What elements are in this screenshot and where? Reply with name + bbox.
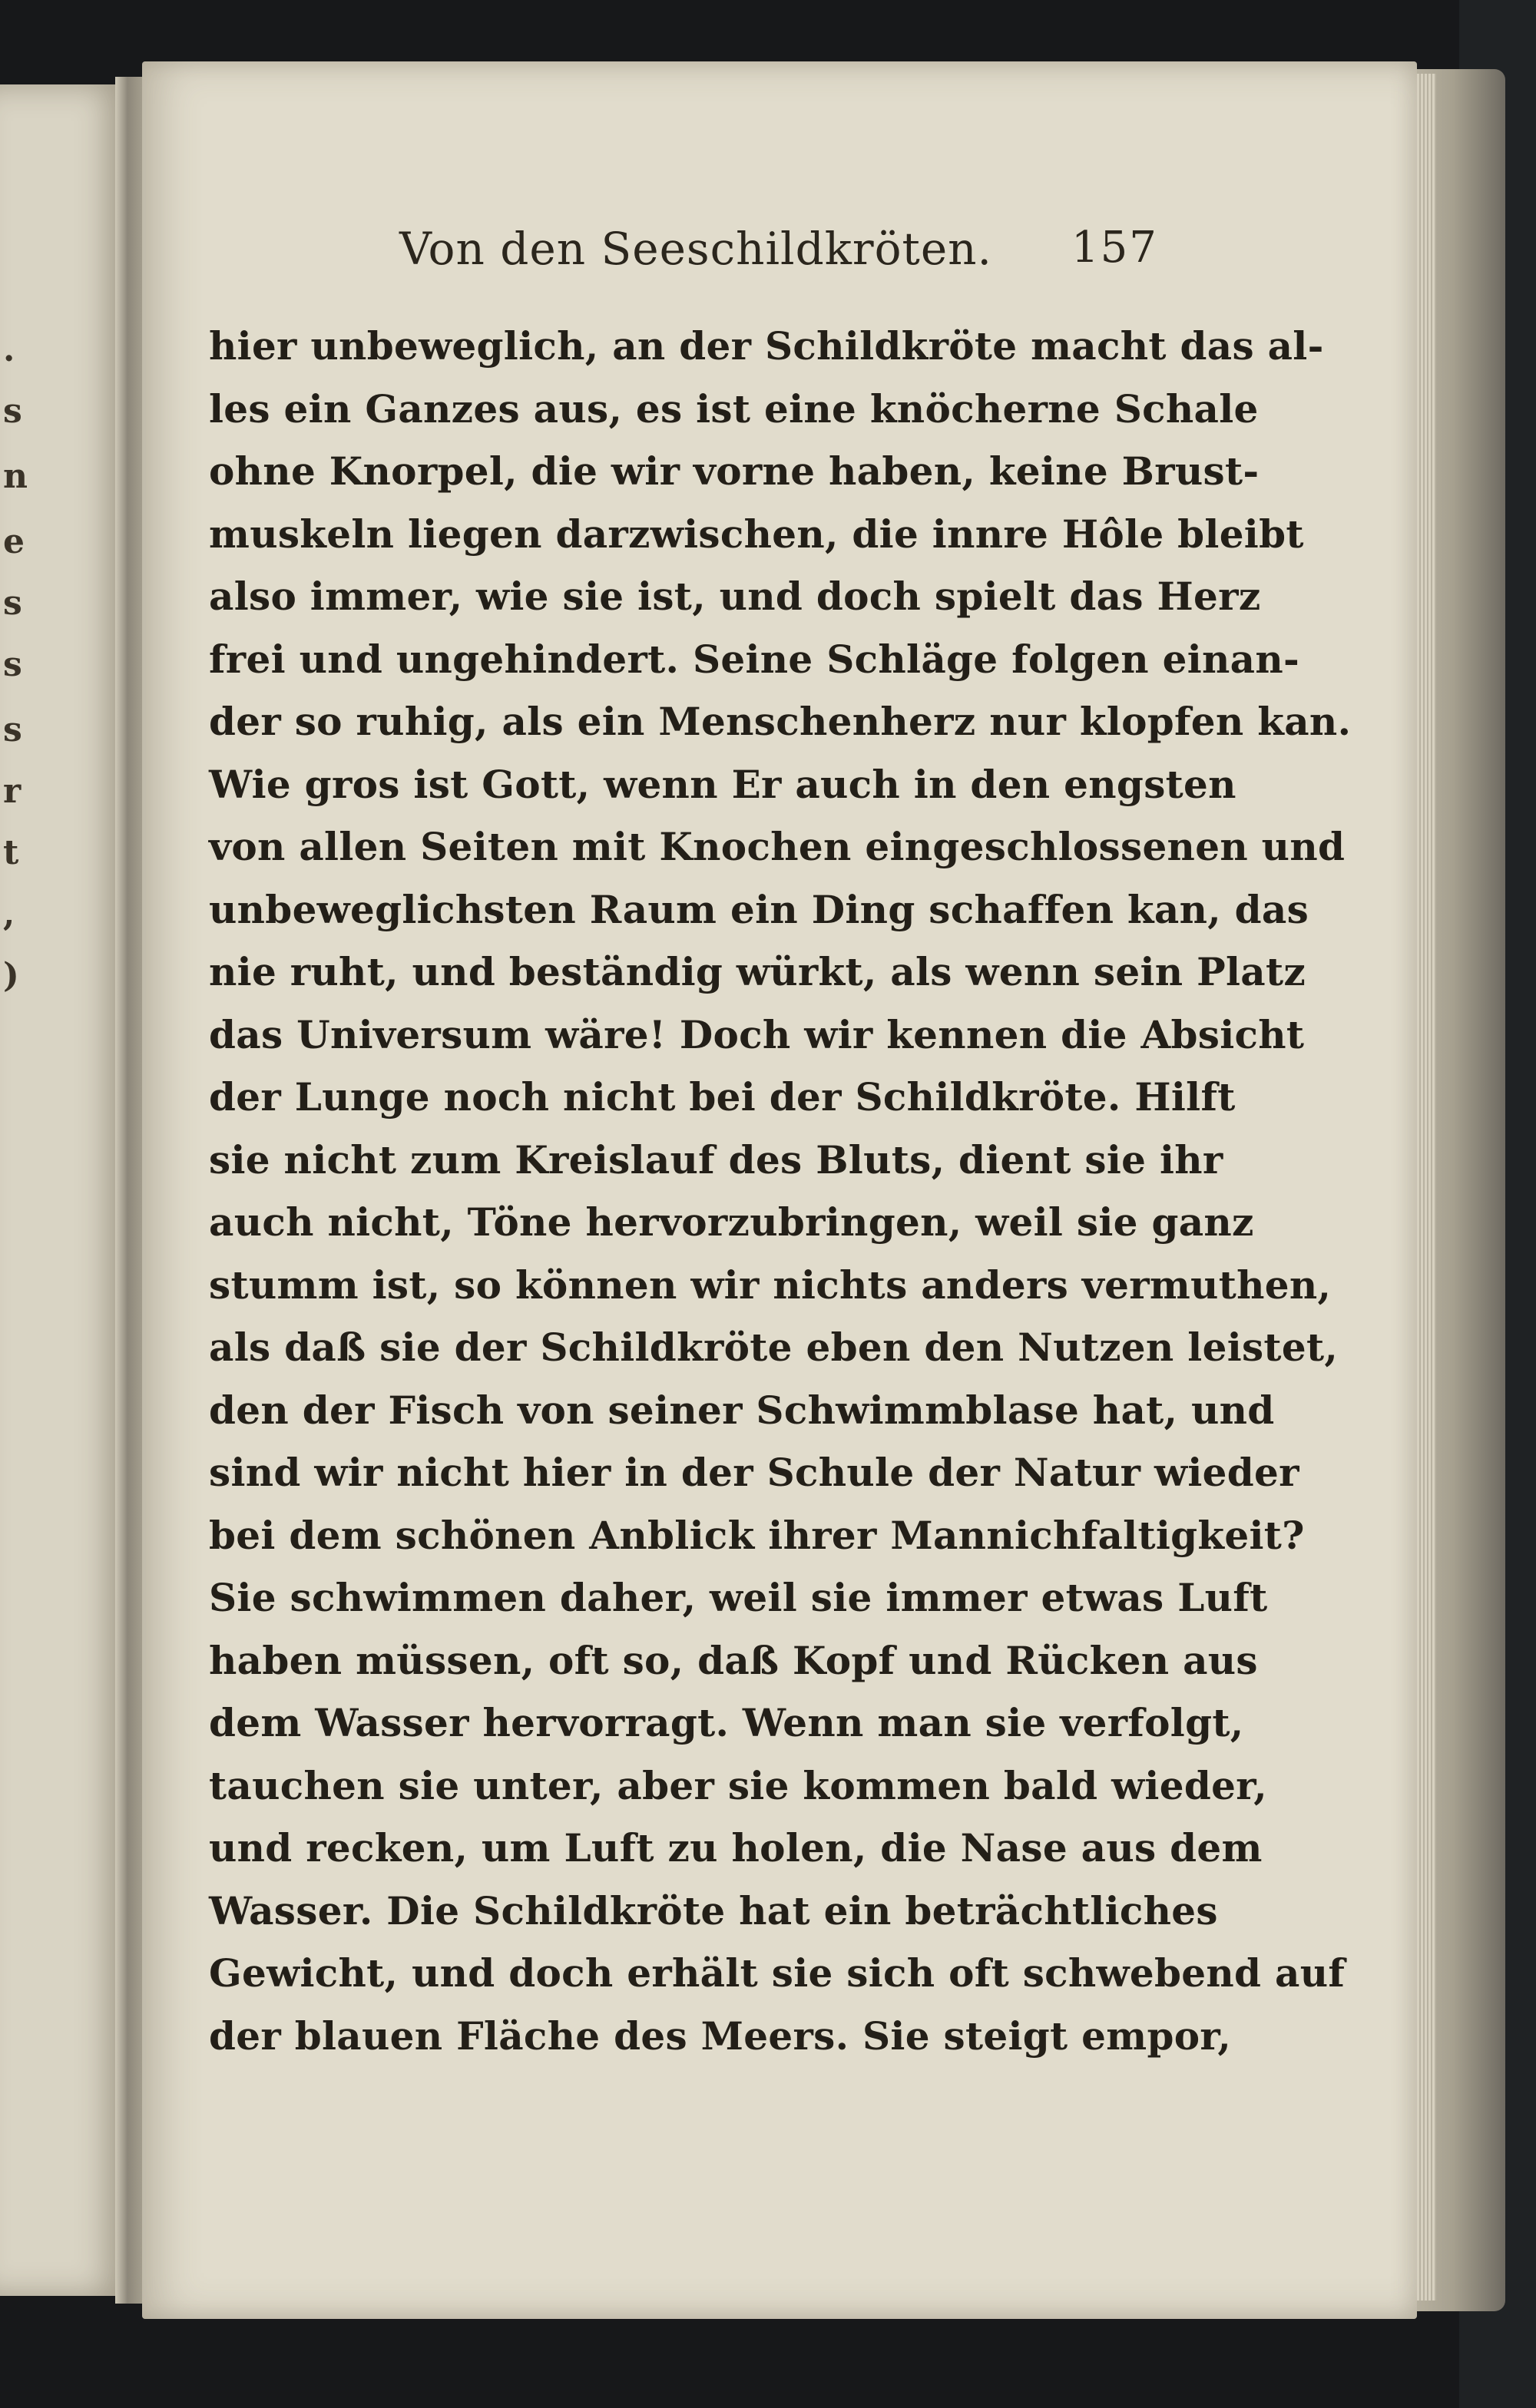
left-page-fragment: r <box>3 772 22 811</box>
text-line: frei und ungehindert. Seine Schläge folgen einan- <box>209 636 1300 682</box>
text-line: nie ruht, und beständig würkt, als wenn sein Platz <box>209 949 1306 994</box>
text-line: haben müssen, oft so, daß Kopf und Rücken aus <box>209 1637 1258 1683</box>
left-page-fragment: n <box>3 457 28 496</box>
text-line: der blauen Fläche des Meers. Sie steigt empor, <box>209 2013 1232 2059</box>
left-page-fragment: e <box>3 522 25 561</box>
text-line: tauchen sie unter, aber sie kommen bald wieder, <box>209 1762 1267 1808</box>
text-line: der Lunge noch nicht bei der Schildkröte. Hilft <box>209 1074 1236 1120</box>
left-page-fragment: . <box>3 330 15 369</box>
text-line: den der Fisch von seiner Schwimmblase hat, und <box>209 1387 1275 1433</box>
text-line: bei dem schönen Anblick ihrer Mannichfaltigkeit? <box>209 1512 1305 1558</box>
text-line: ohne Knorpel, die wir vorne haben, keine Brust- <box>209 448 1260 494</box>
text-line: les ein Ganzes aus, es ist eine knöcherne Schale <box>209 385 1259 432</box>
book-gutter <box>115 77 146 2304</box>
left-page-fragment: s <box>3 710 22 749</box>
text-line: Gewicht, und doch erhält sie sich oft schwebend auf <box>209 1950 1346 1996</box>
text-line: hier unbeweglich, an der Schildkröte macht das al- <box>209 323 1324 369</box>
text-line: als daß sie der Schildkröte eben den Nutzen leistet, <box>209 1325 1339 1370</box>
text-line: Wie gros ist Gott, wenn Er auch in den engsten <box>209 761 1236 807</box>
left-page-fragment: s <box>3 584 22 623</box>
running-head: Von den Seeschildkröten. <box>399 223 992 275</box>
text-line: dem Wasser hervorragt. Wenn man sie verfolgt, <box>209 1700 1244 1745</box>
facing-page-left <box>0 84 131 2296</box>
text-line: also immer, wie sie ist, und doch spielt das Herz <box>209 574 1261 619</box>
left-page-fragment: s <box>3 392 22 431</box>
text-line: Wasser. Die Schildkröte hat ein beträchtliches <box>209 1887 1218 1933</box>
text-line: und recken, um Luft zu holen, die Nase aus dem <box>209 1825 1263 1871</box>
page-number: 157 <box>1071 223 1158 273</box>
text-line: sie nicht zum Kreislauf des Bluts, dient sie ihr <box>209 1136 1223 1182</box>
body-text <box>209 315 1352 2067</box>
text-line: muskeln liegen darzwischen, die innre Hôle bleibt <box>209 511 1304 557</box>
left-page-fragment: t <box>3 833 19 872</box>
text-line: sind wir nicht hier in der Schule der Natur wieder <box>209 1450 1299 1495</box>
left-page-fragment: s <box>3 645 22 684</box>
left-page-fragment: ) <box>3 956 19 995</box>
text-line: Sie schwimmen daher, weil sie immer etwas Luft <box>209 1575 1268 1620</box>
text-line: der so ruhig, als ein Menschenherz nur klopfen kan. <box>209 699 1352 744</box>
text-line: unbeweglichsten Raum ein Ding schaffen kan, das <box>209 886 1309 932</box>
text-line: auch nicht, Töne hervorzubringen, weil sie ganz <box>209 1199 1254 1245</box>
left-page-fragment: , <box>3 895 15 934</box>
text-line: das Universum wäre! Doch wir kennen die Absicht <box>209 1011 1305 1057</box>
text-line: von allen Seiten mit Knochen eingeschlossenen und <box>209 824 1346 869</box>
text-line: stumm ist, so können wir nichts anders vermuthen, <box>209 1262 1332 1308</box>
